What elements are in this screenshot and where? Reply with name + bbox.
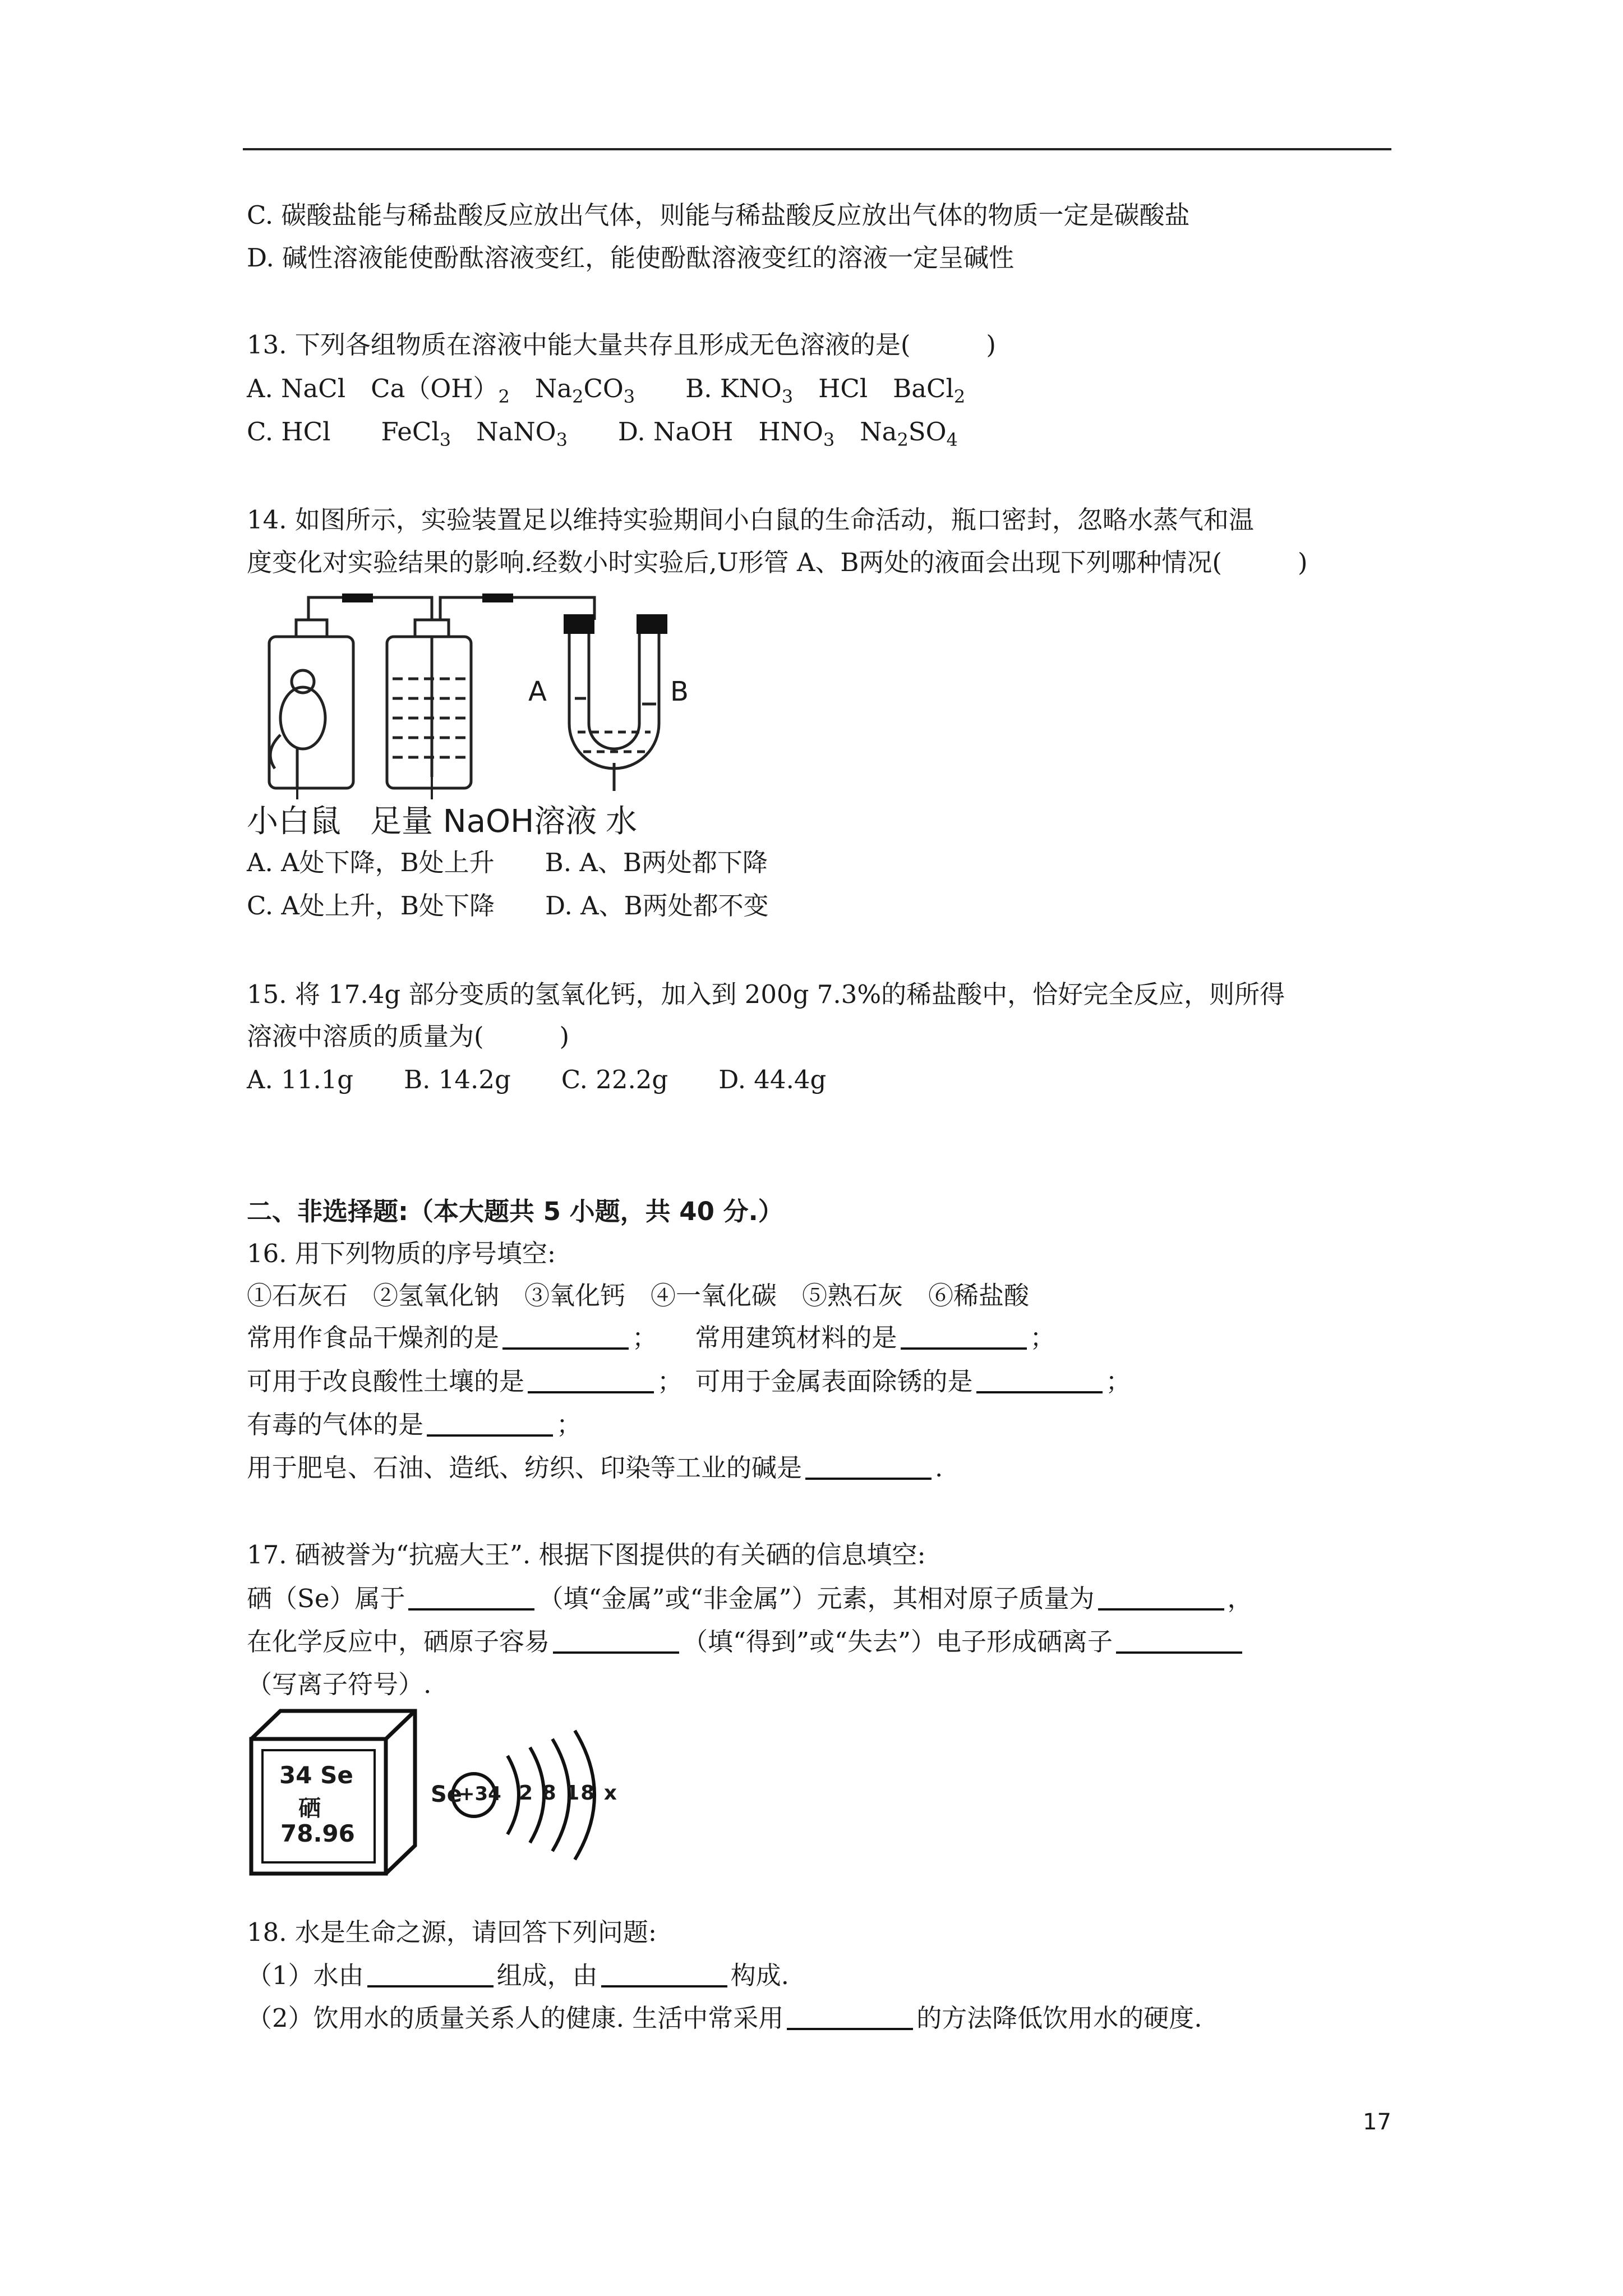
answer-blank[interactable] <box>528 1365 654 1393</box>
q12-option-d: D. 碱性溶液能使酚酞溶液变红，能使酚酞溶液变红的溶液一定呈碱性 <box>247 243 1015 273</box>
section-2-heading: 二、非选择题:（本大题共 5 小题，共 40 分.） <box>247 1197 783 1226</box>
q13-options-cd: C. HCl FeCl$_3$ NaNO$_3$ D. NaOH $HNO_3$ $Na_2SO_4$ <box>247 417 958 450</box>
q16-line4: 用于肥皂、石油、造纸、纺织、印染等工业的碱是 . <box>247 1453 943 1483</box>
answer-blank[interactable] <box>805 1452 932 1480</box>
q13-options-ab: A. NaCl $Ca(OH)_2$ $Na_2CO_3$ B. $KNO_3$ HCl BaCl$_2$ <box>247 374 966 407</box>
label-naoh-solution: 足量 NaOH溶液 <box>370 803 597 840</box>
answer-blank[interactable] <box>408 1582 534 1611</box>
q14-stem-line1: 14. 如图所示，实验装置足以维持实验期间小白鼠的生命活动，瓶口密封，忽略水蒸气和温 <box>247 505 1254 535</box>
answer-blank[interactable] <box>1098 1582 1224 1611</box>
answer-blank[interactable] <box>901 1322 1027 1350</box>
q16-items: ①石灰石 ②氢氧化钠 ③氧化钙 ④一氧化碳 ⑤熟石灰 ⑥稀盐酸 <box>247 1281 1030 1310</box>
label-water: 水 <box>606 803 637 840</box>
page-number: 17 <box>1363 2109 1391 2135</box>
answer-blank[interactable] <box>1116 1626 1242 1654</box>
q16-line3: 有毒的气体的是 ； <box>247 1410 582 1439</box>
element-number-symbol: 34 Se <box>279 1761 353 1789</box>
q16-line1: 常用作食品干燥剂的是 ； 常用建筑材料的是 ； <box>247 1323 1055 1352</box>
q16-stem: 16. 用下列物质的序号填空: <box>247 1239 556 1268</box>
answer-blank[interactable] <box>976 1365 1103 1393</box>
atom-symbol: Se <box>431 1782 462 1807</box>
u-tube-label-a: A <box>528 676 547 707</box>
q14-options-cd: C. A处上升，B处下降 D. A、B两处都不变 <box>247 891 769 921</box>
q15-options: A. 11.1g B. 14.2g C. 22.2g D. 44.4g <box>247 1065 827 1094</box>
header-rule <box>243 148 1391 150</box>
q17-line2: 在化学反应中，硒原子容易 （填“得到”或“失去”）电子形成硒离子 <box>247 1625 1246 1659</box>
q14-options-ab: A. A处下降，B处上升 B. A、B两处都下降 <box>247 848 768 877</box>
electron-shells: 2 8 18 x <box>519 1782 619 1805</box>
nucleus-charge: +34 <box>459 1783 501 1805</box>
q13-stem: 13. 下列各组物质在溶液中能大量共存且形成无色溶液的是( ) <box>247 330 996 360</box>
q18-part2: （2）饮用水的质量关系人的健康. 生活中常采用 的方法降低饮用水的硬度. <box>247 2003 1202 2033</box>
element-mass: 78.96 <box>280 1820 355 1847</box>
answer-blank[interactable] <box>367 1959 494 1987</box>
q12-option-c: C. 碳酸盐能与稀盐酸反应放出气体，则能与稀盐酸反应放出气体的物质一定是碳酸盐 <box>247 200 1190 230</box>
q17-stem: 17. 硒被誉为“抗癌大王”. 根据下图提供的有关硒的信息填空: <box>247 1540 926 1570</box>
q17-line1: 硒（Se）属于 （填“金属”或“非金属”）元素，其相对原子质量为 ， <box>247 1584 1253 1613</box>
u-tube-label-b: B <box>670 676 689 707</box>
element-name: 硒 <box>298 1796 321 1821</box>
answer-blank[interactable] <box>787 2002 913 2030</box>
label-mouse: 小白鼠 <box>247 803 341 840</box>
q15-stem-line2: 溶液中溶质的质量为( ) <box>247 1022 570 1051</box>
q17-line3: （写离子符号）. <box>247 1669 432 1699</box>
u-tube-stopper-a <box>564 614 594 634</box>
answer-blank[interactable] <box>553 1626 679 1654</box>
u-tube-stopper-b <box>637 614 667 634</box>
q18-stem: 18. 水是生命之源，请回答下列问题: <box>247 1917 657 1947</box>
answer-blank[interactable] <box>502 1322 629 1350</box>
q18-part1: （1）水由 组成，由 构成. <box>247 1961 789 1990</box>
q15-stem-line1: 15. 将 17.4g 部分变质的氢氧化钙，加入到 200g 7.3%的稀盐酸中，恰好完全反应，则所得 <box>247 979 1285 1009</box>
q16-line2: 可用于改良酸性土壤的是 ； 可用于金属表面除锈的是 ； <box>247 1366 1131 1396</box>
answer-blank[interactable] <box>601 1959 727 1987</box>
q14-stem-line2: 度变化对实验结果的影响.经数小时实验后,U形管 A、B两处的液面会出现下列哪种情况( ) <box>247 547 1308 577</box>
answer-blank[interactable] <box>427 1409 553 1437</box>
